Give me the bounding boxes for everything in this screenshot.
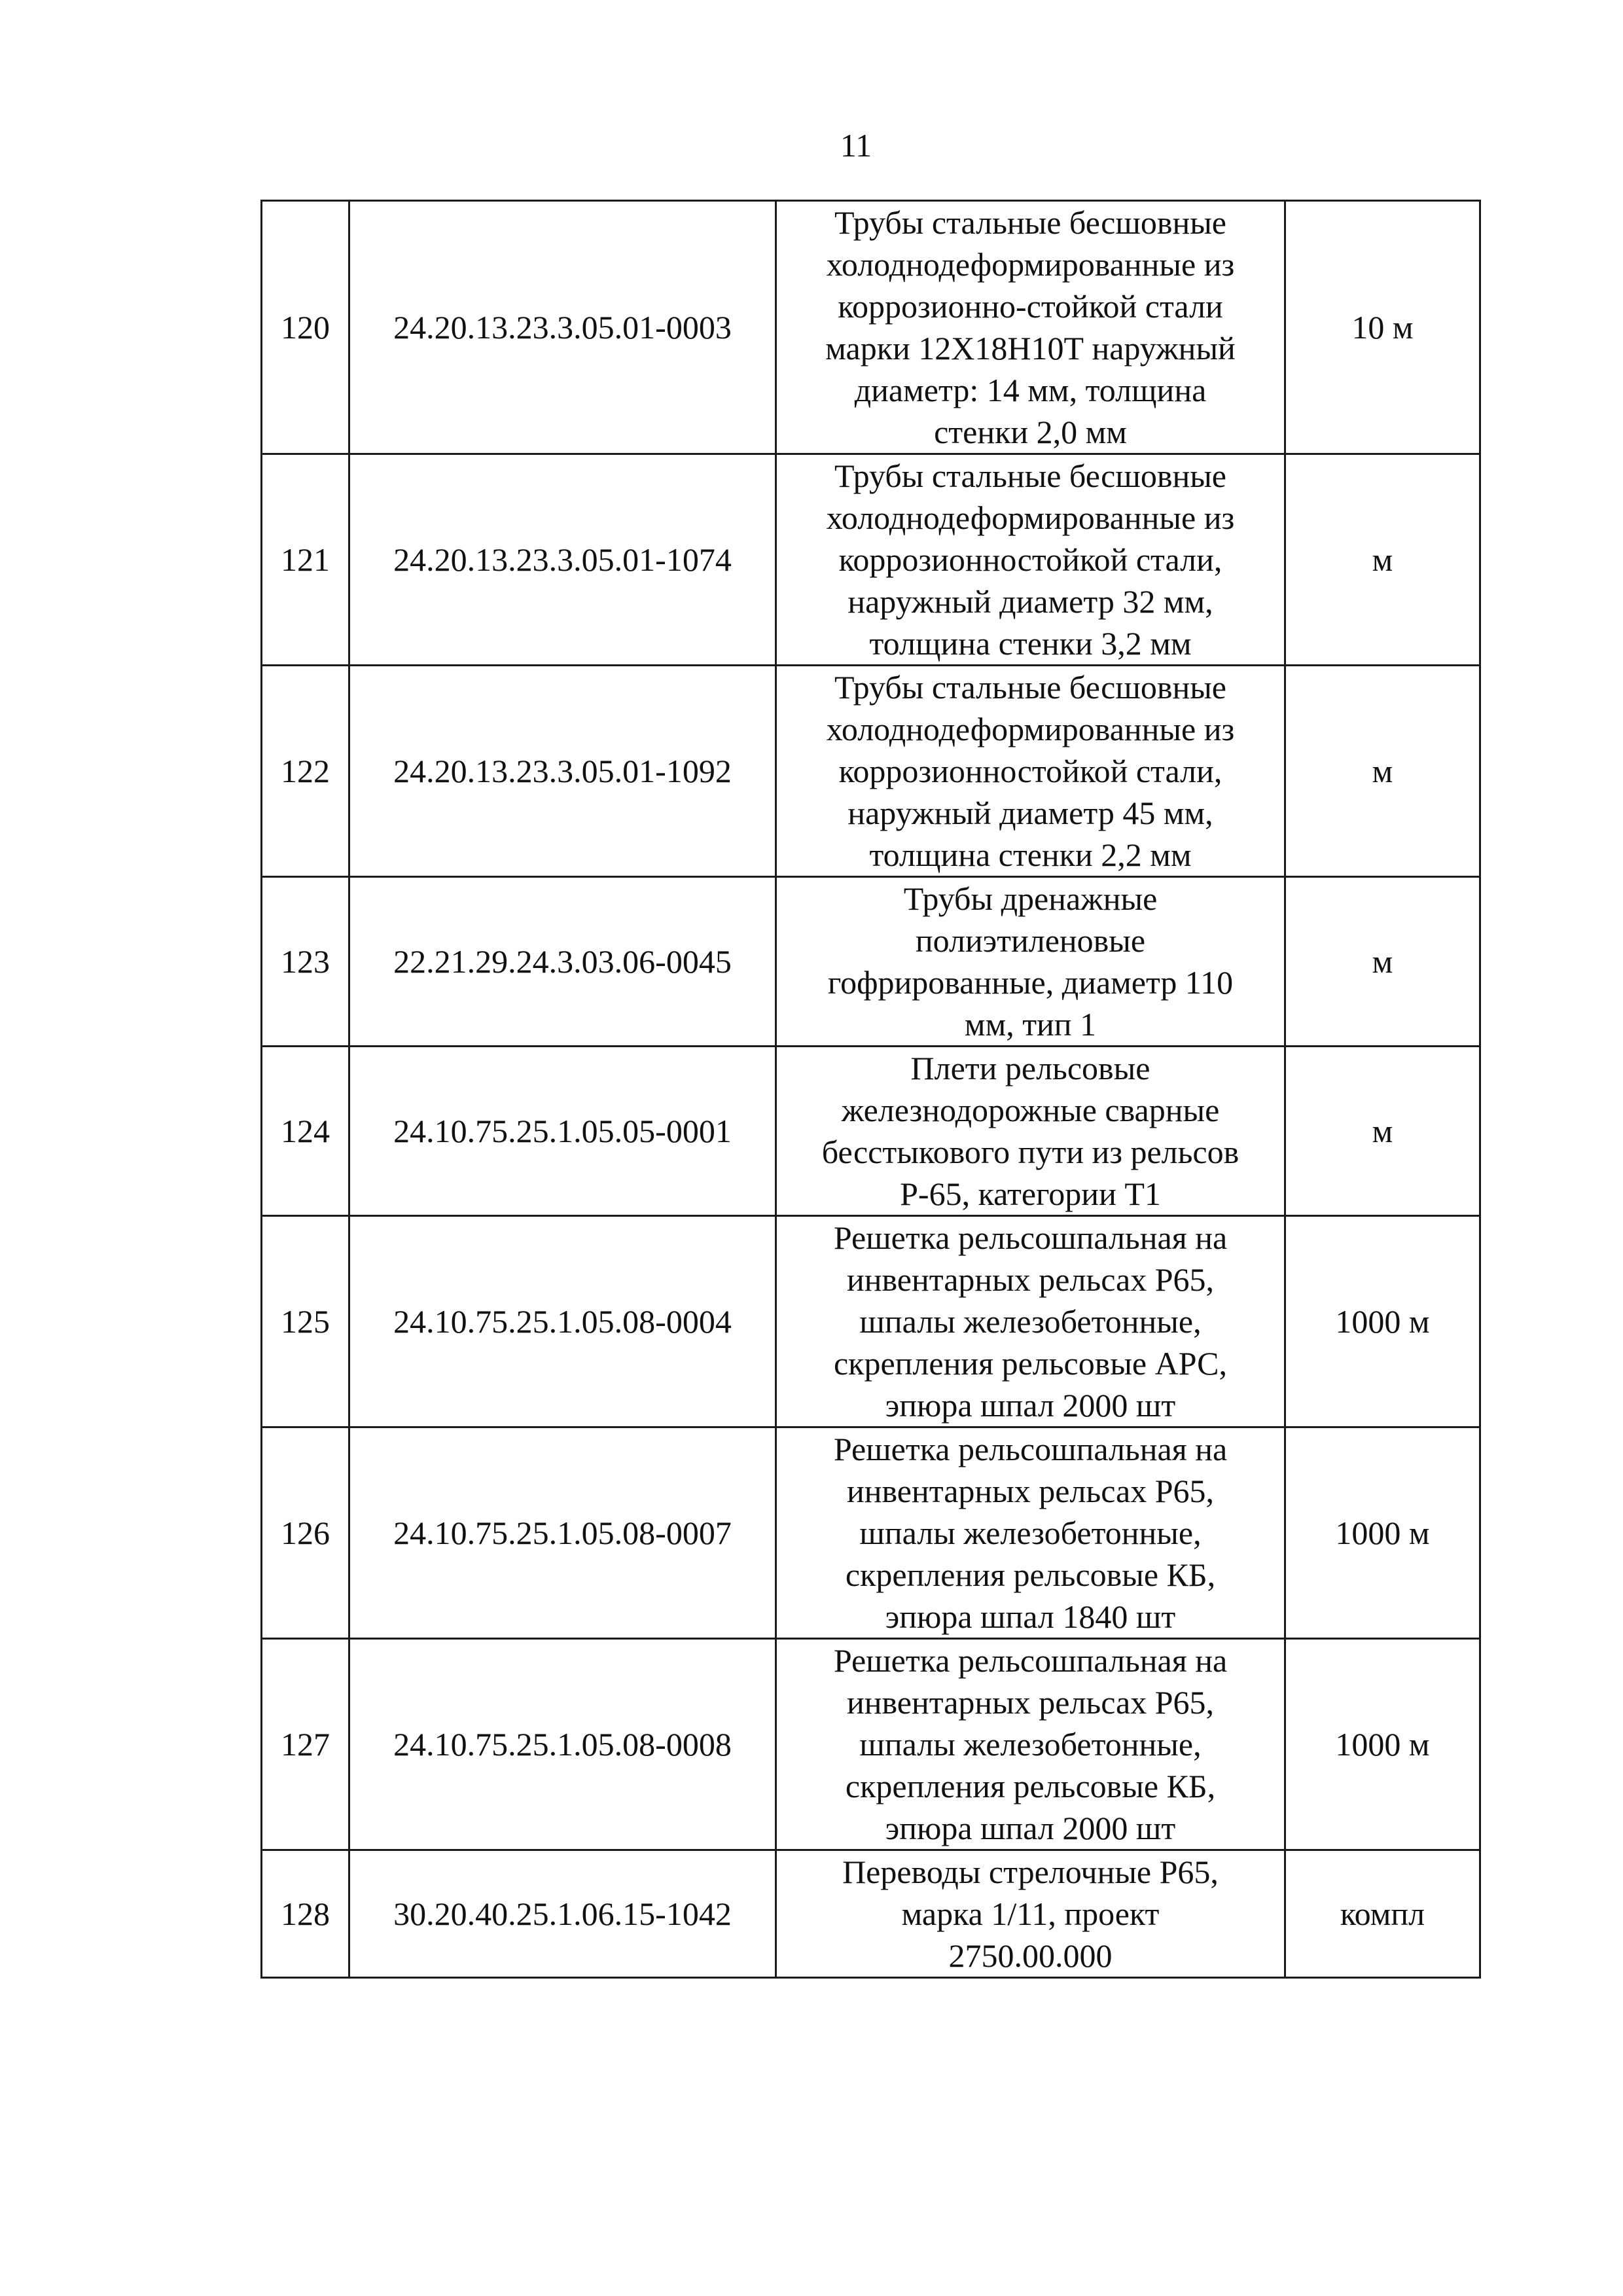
resource-name-line: Трубы дренажные xyxy=(903,880,1158,917)
table-row xyxy=(262,201,1480,454)
resource-name-line: Трубы стальные бесшовные xyxy=(834,457,1226,494)
resource-name-line: железнодорожные сварные xyxy=(841,1092,1220,1128)
resource-name-cell xyxy=(776,1850,1285,1978)
table-row xyxy=(262,666,1480,877)
resource-name-cell xyxy=(776,454,1285,666)
resource-name-cell xyxy=(776,666,1285,877)
resource-name-line: Трубы стальные бесшовные xyxy=(834,204,1226,241)
page-number: 11 xyxy=(840,127,872,164)
resource-code-cell: 24.20.13.23.3.05.01-1092 xyxy=(349,666,776,877)
resource-name-line: наружный диаметр 32 мм, xyxy=(847,583,1213,620)
table-row xyxy=(262,1216,1480,1427)
resource-code-cell: 24.10.75.25.1.05.08-0008 xyxy=(349,1639,776,1850)
resource-name-line: эпюра шпал 2000 шт xyxy=(885,1810,1176,1846)
unit-cell: 1000 м xyxy=(1285,1216,1480,1427)
resource-name-line: толщина стенки 2,2 мм xyxy=(869,836,1192,873)
resource-name-line: Р-65, категории Т1 xyxy=(900,1175,1161,1212)
resource-name-line: Переводы стрелочные Р65, xyxy=(842,1854,1219,1890)
row-number-cell: 121 xyxy=(262,454,349,666)
resource-code-cell: 24.10.75.25.1.05.05-0001 xyxy=(349,1047,776,1216)
resource-name-line: коррозионностойкой стали, xyxy=(838,541,1222,578)
resource-code-cell: 30.20.40.25.1.06.15-1042 xyxy=(349,1850,776,1978)
resource-name-line: скрепления рельсовые АРС, xyxy=(833,1345,1227,1382)
resource-name-line: холоднодеформированные из xyxy=(826,499,1235,536)
resource-name-line: инвентарных рельсах Р65, xyxy=(846,1684,1215,1721)
resource-name-line: скрепления рельсовые КБ, xyxy=(845,1556,1216,1593)
resource-name-line: скрепления рельсовые КБ, xyxy=(845,1768,1216,1804)
resource-name-line: гофрированные, диаметр 110 xyxy=(827,964,1234,1001)
unit-cell: компл xyxy=(1285,1850,1480,1978)
resource-code-cell: 22.21.29.24.3.03.06-0045 xyxy=(349,877,776,1047)
row-number-cell: 123 xyxy=(262,877,349,1047)
resource-name-line: 2750.00.000 xyxy=(948,1937,1113,1974)
table-row xyxy=(262,877,1480,1047)
resource-name-line: мм, тип 1 xyxy=(964,1006,1097,1043)
resource-name-cell xyxy=(776,1427,1285,1639)
resource-name-line: шпалы железобетонные, xyxy=(859,1303,1202,1340)
resource-name-line: марка 1/11, проект xyxy=(901,1895,1160,1932)
resource-name-line: шпалы железобетонные, xyxy=(859,1515,1202,1551)
resource-name-line: эпюра шпал 2000 шт xyxy=(885,1387,1176,1424)
resource-name-cell xyxy=(776,201,1285,454)
resource-code-cell: 24.10.75.25.1.05.08-0007 xyxy=(349,1427,776,1639)
resource-name-line: Решетка рельсошпальная на xyxy=(833,1431,1228,1467)
table-row xyxy=(262,1047,1480,1216)
resource-name-line: Решетка рельсошпальная на xyxy=(833,1219,1228,1256)
resource-name-line: полиэтиленовые xyxy=(915,922,1146,959)
unit-cell: 1000 м xyxy=(1285,1427,1480,1639)
unit-cell: м xyxy=(1285,666,1480,877)
resource-name-line: холоднодеформированные из xyxy=(826,711,1235,747)
resource-name-line: шпалы железобетонные, xyxy=(859,1726,1202,1763)
resources-table xyxy=(260,200,1481,1979)
resource-code-cell: 24.20.13.23.3.05.01-0003 xyxy=(349,201,776,454)
row-number-cell: 124 xyxy=(262,1047,349,1216)
resource-name-line: холоднодеформированные из xyxy=(826,246,1235,283)
table-row xyxy=(262,1639,1480,1850)
unit-cell: 10 м xyxy=(1285,201,1480,454)
resource-name-line: толщина стенки 3,2 мм xyxy=(869,625,1192,662)
table-row xyxy=(262,454,1480,666)
resource-code-cell: 24.20.13.23.3.05.01-1074 xyxy=(349,454,776,666)
resource-name-cell xyxy=(776,1639,1285,1850)
resource-name-line: эпюра шпал 1840 шт xyxy=(885,1598,1176,1635)
resource-name-line: коррозионностойкой стали, xyxy=(838,753,1222,789)
resource-name-line: стенки 2,0 мм xyxy=(934,414,1127,450)
resource-name-line: инвентарных рельсах Р65, xyxy=(846,1473,1215,1509)
resource-name-cell xyxy=(776,1216,1285,1427)
resource-name-line: Плети рельсовые xyxy=(910,1050,1150,1086)
row-number-cell: 128 xyxy=(262,1850,349,1978)
unit-cell: м xyxy=(1285,454,1480,666)
resource-name-line: коррозионно-стойкой стали xyxy=(838,288,1223,325)
unit-cell: м xyxy=(1285,1047,1480,1216)
resource-code-cell: 24.10.75.25.1.05.08-0004 xyxy=(349,1216,776,1427)
resource-name-line: инвентарных рельсах Р65, xyxy=(846,1261,1215,1298)
resource-name-line: марки 12Х18Н10Т наружный xyxy=(825,330,1236,367)
unit-cell: 1000 м xyxy=(1285,1639,1480,1850)
row-number-cell: 127 xyxy=(262,1639,349,1850)
resource-name-line: бесстыкового пути из рельсов xyxy=(821,1134,1240,1170)
resource-name-line: Трубы стальные бесшовные xyxy=(834,669,1226,706)
table-body xyxy=(262,201,1480,1978)
table-row xyxy=(262,1850,1480,1978)
row-number-cell: 126 xyxy=(262,1427,349,1639)
resource-name-line: наружный диаметр 45 мм, xyxy=(847,795,1213,831)
row-number-cell: 122 xyxy=(262,666,349,877)
row-number-cell: 120 xyxy=(262,201,349,454)
resource-name-line: Решетка рельсошпальная на xyxy=(833,1642,1228,1679)
resource-name-cell xyxy=(776,1047,1285,1216)
unit-cell: м xyxy=(1285,877,1480,1047)
row-number-cell: 125 xyxy=(262,1216,349,1427)
resource-name-line: диаметр: 14 мм, толщина xyxy=(854,372,1207,408)
resource-name-cell xyxy=(776,877,1285,1047)
table-row xyxy=(262,1427,1480,1639)
